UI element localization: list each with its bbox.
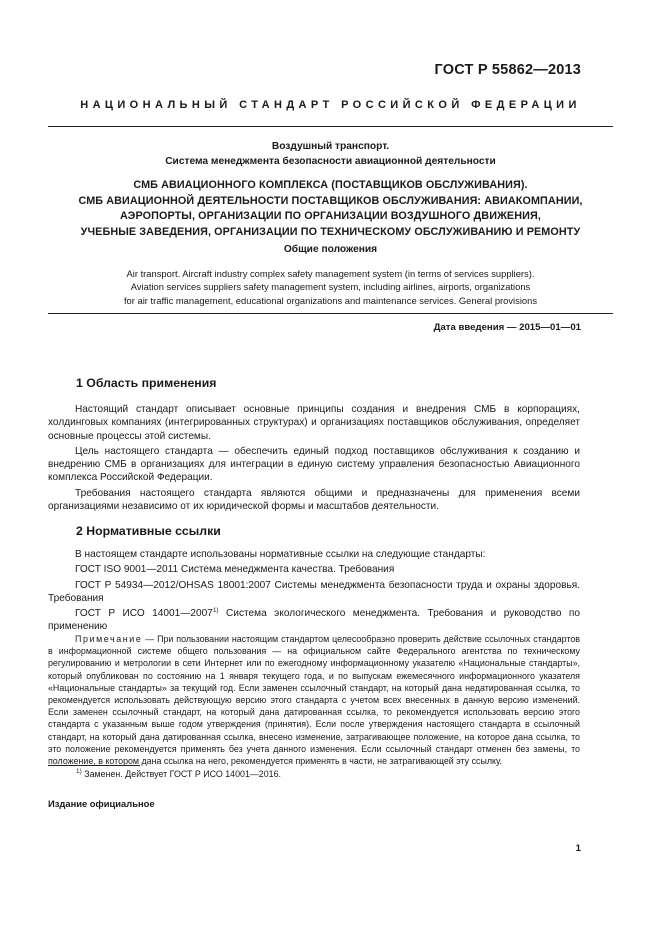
note-block — [48, 633, 580, 767]
subtitle: Общие положения — [283, 244, 378, 255]
note-text: — При пользовании настоящим стандартом целесообразно проверить действие ссылочных стандартов в информационной системе общего пользования — на официальном сайте Федерального агентства по техническому регулированию и метрологии в сети Интернет или по ежегодному информационному указателю «Национальные стандарты», который опубликован по состоянию на 1 января текущего года, и по выпускам ежемесячного информационного указателя «Национальные стандарты» за текущий год. Если заменен ссылочный стандарт, на который дана недатированная ссылка, то рекомендуется использовать действующую версию этого стандарта с учетом всех внесенных в данную версию изменений. Если заменен ссылочный стандарт, на который дана датированная ссылка, то рекомендуется использовать версию этого стандарта с указанным выше годом утверждения (принятия). Если после утверждения настоящего стандарта в ссылочный стандарт, на который дана датированная ссылка, внесено изменение, затрагивающее положение, на которое дана ссылка, то это положение рекомендуется применять без учета данного изменения. Если ссылочный стандарт отменен без замены, то положение, в котором дана ссылка на него, рекомендуется применять в части, не затрагивающей эту ссылку. — [48, 634, 580, 767]
reference-title: Система экологического менеджмента. Требования и руководство по применению — [48, 608, 581, 633]
paragraph: ГОСТ ISO 9001—2011 Система менеджмента качества. Требования — [75, 564, 395, 576]
paragraph: Цель настоящего стандарта — обеспечить единый подход поставщиков обслуживания к созданию и внедрению СМБ в организациях для интеграции в единую систему управления безопасностью Авиационного комплекса Российской Федерации. — [48, 445, 580, 484]
note-paragraph — [48, 633, 580, 767]
section1-heading: 1 Область применения — [76, 376, 217, 390]
section2-heading: 2 Нормативные ссылки — [76, 524, 221, 538]
title-en-line: for air traffic management, educational organizations and maintenance services. General provisions — [123, 294, 538, 306]
introduction-date: Дата введения — 2015—01—01 — [433, 322, 581, 333]
footnote — [76, 769, 281, 779]
paragraph: В настоящем стандарте использованы нормативные ссылки на следующие стандарты: — [75, 549, 486, 560]
paragraph — [48, 607, 580, 634]
title-main-line: УЧЕБНЫЕ ЗАВЕДЕНИЯ, ОРГАНИЗАЦИИ ПО ТЕХНИЧЕСКОМУ ОБСЛУЖИВАНИЮ И РЕМОНТУ — [80, 225, 581, 238]
footnote-divider — [48, 765, 140, 766]
title-ru-line: Воздушный транспорт. — [271, 141, 390, 152]
national-standard-banner: НАЦИОНАЛЬНЫЙ СТАНДАРТ РОССИЙСКОЙ ФЕДЕРАЦИИ — [80, 99, 581, 111]
footnote-marker: 1) — [76, 768, 82, 775]
title-ru-line: Система менеджмента безопасности авиационной деятельности — [165, 156, 496, 167]
paragraph: Настоящий стандарт описывает основные принципы создания и внедрения СМБ в корпорациях, холдинговых компаниях (интегрированных структурах) и организациях поставщиков обслуживания, определяет основные процессы этой системы. — [48, 404, 580, 442]
standard-code: ГОСТ Р 55862—2013 — [434, 62, 581, 78]
reference-code: ГОСТ Р ИСО 14001—2007 — [75, 608, 213, 620]
footnote-text: Заменен. Действует ГОСТ Р ИСО 14001—2016. — [81, 769, 282, 779]
title-en — [48, 267, 613, 307]
title-divider — [48, 313, 613, 314]
title-main-line: СМБ АВИАЦИОННОГО КОМПЛЕКСА (ПОСТАВЩИКОВ ОБСЛУЖИВАНИЯ). — [133, 179, 528, 191]
title-en-line: Aviation services suppliers safety management system, including airlines, airports, organizations — [130, 281, 531, 293]
note-label: Примечание — [75, 634, 143, 644]
paragraph: Требования настоящего стандарта являются общими и предназначены для применения всеми организациями независимо от их юридической формы и масштабов деятельности. — [48, 487, 580, 513]
title-main-line: СМБ АВИАЦИОННОЙ ДЕЯТЕЛЬНОСТИ ПОСТАВЩИКОВ ОБСЛУЖИВАНИЯ: АВИАКОМПАНИИ, — [78, 194, 583, 207]
footnote-ref[interactable]: 1) — [212, 607, 219, 615]
title-main — [48, 178, 613, 240]
section2-body — [48, 548, 580, 636]
title-en-line: Air transport. Aircraft industry complex safety management system (in terms of services suppliers). — [126, 268, 535, 279]
top-divider — [48, 126, 613, 127]
title-main-line: АЭРОПОРТЫ, ОРГАНИЗАЦИИ ПО ОРГАНИЗАЦИИ ВОЗДУШНОГО ДВИЖЕНИЯ, — [120, 210, 541, 222]
edition-label: Издание официальное — [48, 798, 155, 809]
title-ru — [48, 139, 613, 169]
page-number: 1 — [575, 843, 581, 854]
section1-body — [48, 403, 580, 515]
paragraph: ГОСТ Р 54934—2012/OHSAS 18001:2007 Системы менеджмента безопасности труда и охраны здоровья. Требования — [48, 579, 580, 604]
